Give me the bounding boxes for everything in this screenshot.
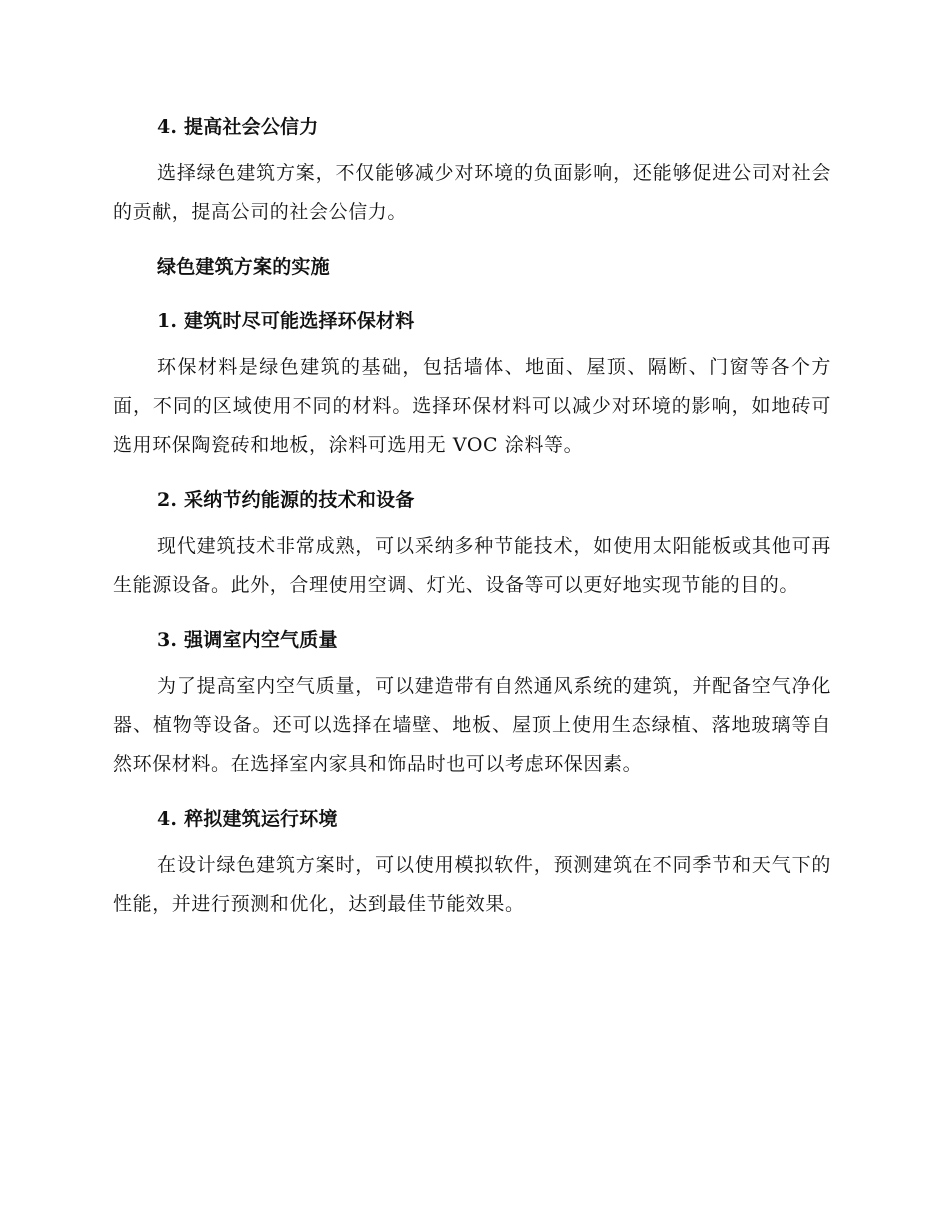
section-paragraph-air-quality: 为了提高室内空气质量，可以建造带有自然通风系统的建筑，并配备空气净化器、植物等设备。还可以选择在墙壁、地板、屋顶上使用生态绿植、落地玻璃等自然环保材料。在选择室内家具和饰品时也可以考虑环保因素。 [113,675,831,775]
document-body [113,108,831,924]
section-heading-simulation: 4. 稡拟建筑运行环境 [157,808,338,830]
section-heading-public-credibility: 4. 提高社会公信力 [157,116,319,138]
section-heading-energy-saving: 2. 采纳节约能源的技术和设备 [157,489,415,511]
section-paragraph-public-credibility: 选择绿色建筑方案，不仅能够减少对环境的负面影响，还能够促进公司对社会的贡献，提高公司的社会公信力。 [113,162,831,223]
section-heading-air-quality: 3. 强调室内空气质量 [157,629,338,651]
section-paragraph-energy-saving: 现代建筑技术非常成熟，可以采纳多种节能技术，如使用太阳能板或其他可再生能源设备。此外，合理使用空调、灯光、设备等可以更好地实现节能的目的。 [113,535,831,596]
section-heading-eco-materials: 1. 建筑时尽可能选择环保材料 [157,310,415,332]
section-paragraph-eco-materials: 环保材料是绿色建筑的基础，包括墙体、地面、屋顶、隔断、门窗等各个方面，不同的区域使用不同的材料。选择环保材料可以减少对环境的影响，如地砖可选用环保陶瓷砖和地板，涂料可选用无 VOC 涂料等。 [113,356,831,456]
section-paragraph-simulation: 在设计绿色建筑方案时，可以使用模拟软件，预测建筑在不同季节和天气下的性能，并进行预测和优化，达到最佳节能效果。 [113,854,831,915]
section-heading-implementation: 绿色建筑方案的实施 [157,256,330,278]
